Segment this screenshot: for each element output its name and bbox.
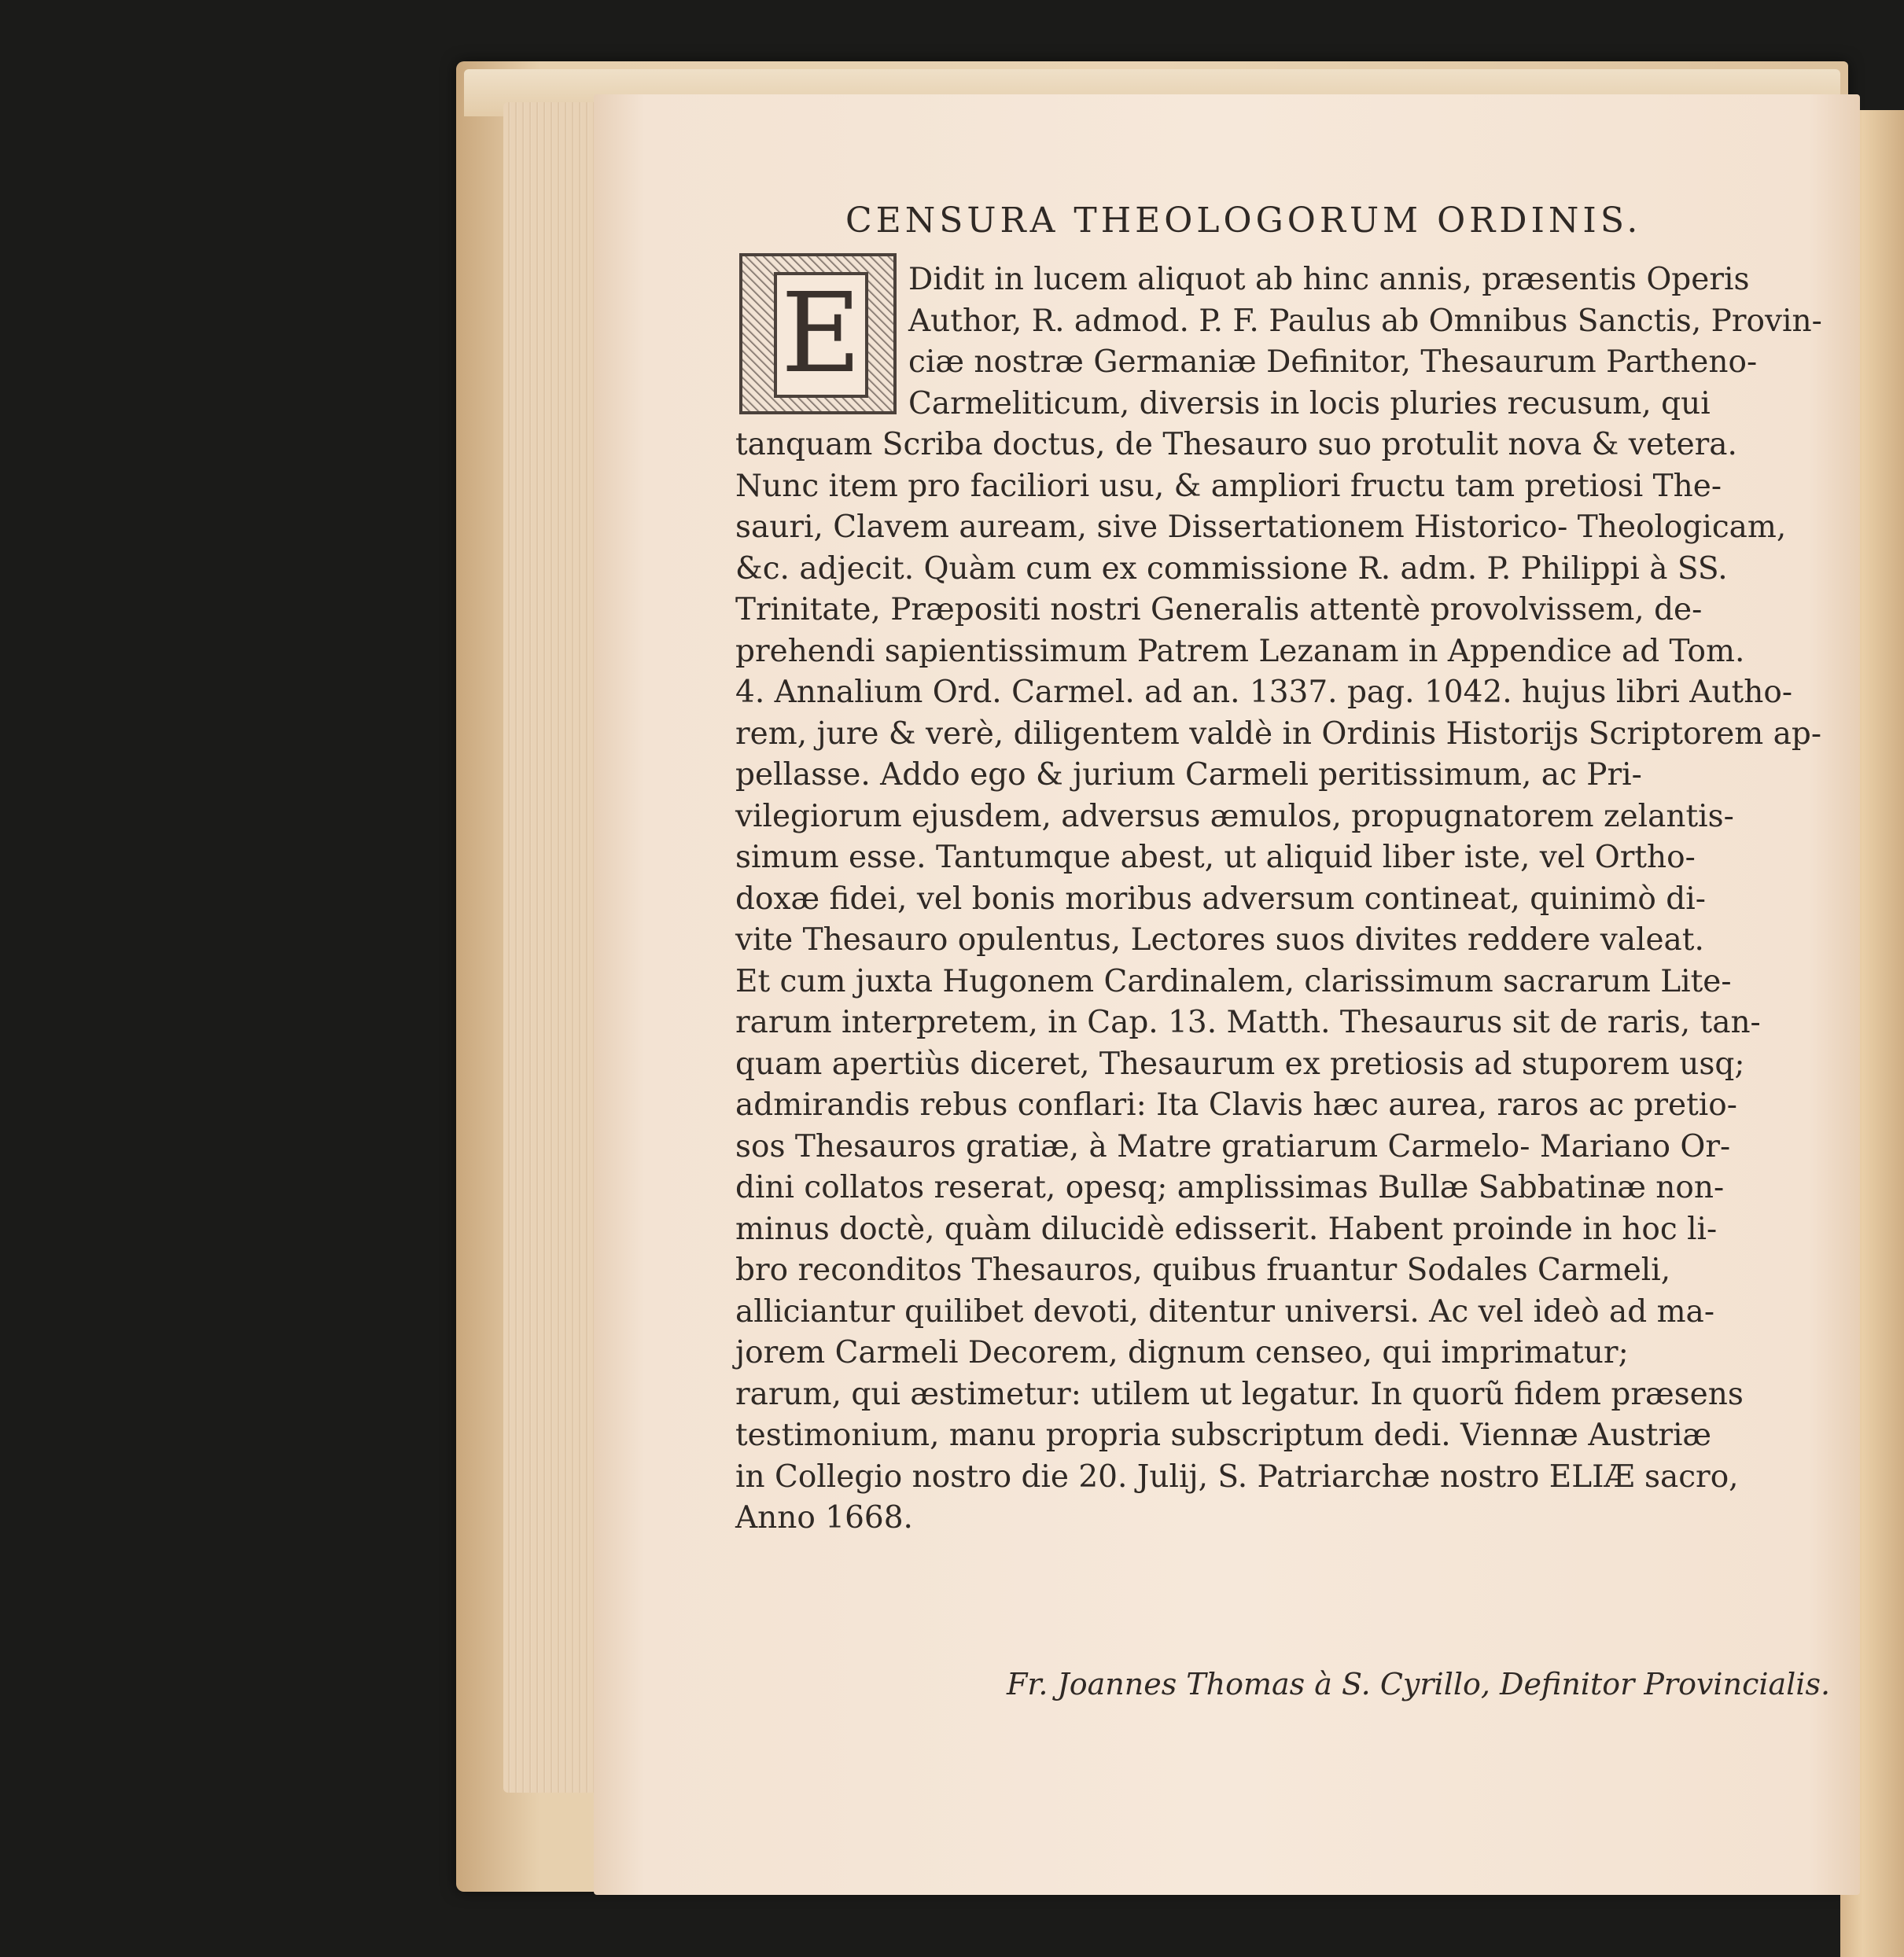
text-line: vite Thesauro opulentus, Lectores suos divites reddere valeat. xyxy=(735,922,1704,958)
text-line: in Collegio nostro die 20. Julij, S. Patriarchæ nostro ELIÆ sacro, xyxy=(735,1459,1739,1495)
text-line: testimonium, manu propria subscriptum dedi. Viennæ Austriæ xyxy=(735,1418,1712,1453)
signature-line: Fr. Joannes Thomas à S. Cyrillo, Definitor Provincialis. xyxy=(1007,1667,1831,1701)
decorated-initial xyxy=(739,253,897,414)
text-line: Et cum juxta Hugonem Cardinalem, clarissimum sacrarum Lite- xyxy=(735,963,1732,999)
text-line: rem, jure & verè, diligentem valdè in Ordinis Historijs Scriptorem ap- xyxy=(735,715,1822,752)
text-line: prehendi sapientissimum Patrem Lezanam in Appendice ad Tom. xyxy=(735,633,1745,669)
text-line: Didit in lucem aliquot ab hinc annis, præsentis Operis xyxy=(908,262,1750,297)
text-line: bro reconditos Thesauros, quibus fruantur Sodales Carmeli, xyxy=(735,1253,1671,1288)
text-line: sauri, Clavem auream, sive Dissertationem Historico- Theologicam, xyxy=(735,509,1787,545)
text-line: rarum, qui æstimetur: utilem ut legatur. In quorũ fidem præsens xyxy=(735,1376,1744,1412)
text-line: alliciantur quilibet devoti, ditentur universi. Ac vel ideò ad ma- xyxy=(735,1293,1714,1330)
text-line: jorem Carmeli Decorem, dignum censeo, qui imprimatur; xyxy=(735,1335,1629,1370)
text-line: rarum interpretem, in Cap. 13. Matth. Thesaurus sit de raris, tan- xyxy=(735,1005,1761,1040)
text-line: tanquam Scriba doctus, de Thesauro suo protulit nova & vetera. xyxy=(735,427,1737,462)
text-line: pellasse. Addo ego & jurium Carmeli peritissimum, ac Pri- xyxy=(735,757,1642,793)
text-line: Carmeliticum, diversis in locis pluries recusum, qui xyxy=(908,385,1711,421)
text-line: quam apertiùs diceret, Thesaurum ex pretiosis ad stuporem usq; xyxy=(735,1046,1745,1082)
initial-letter: E xyxy=(774,272,868,398)
text-line: 4. Annalium Ord. Carmel. ad an. 1337. pag. 1042. hujus libri Autho- xyxy=(735,675,1792,710)
text-line: &c. adjecit. Quàm cum ex commissione R. adm. P. Philippi à SS. xyxy=(735,550,1728,587)
text-line: vilegiorum ejusdem, adversus æmulos, propugnatorem zelantis- xyxy=(735,798,1734,834)
text-line: Author, R. admod. P. F. Paulus ab Omnibus Sanctis, Provin- xyxy=(908,303,1822,339)
page-stack-edges xyxy=(503,102,606,1793)
text-line: simum esse. Tantumque abest, ut aliquid liber iste, vel Ortho- xyxy=(735,840,1696,875)
text-line: Trinitate, Præpositi nostri Generalis attentè provolvissem, de- xyxy=(735,592,1703,627)
text-line: dini collatos reserat, opesq; amplissimas Bullæ Sabbatinæ non- xyxy=(735,1170,1725,1205)
text-line: Anno 1668. xyxy=(735,1500,913,1536)
text-line: sos Thesauros gratiæ, à Matre gratiarum Carmelo- Mariano Or- xyxy=(735,1128,1731,1164)
text-line: ciæ nostræ Germaniæ Definitor, Thesaurum Partheno- xyxy=(908,344,1758,380)
page-heading: CENSURA THEOLOGORUM ORDINIS. xyxy=(845,200,1642,241)
text-line: Nunc item pro faciliori usu, & ampliori fructu tam pretiosi The- xyxy=(735,468,1722,504)
text-line: minus doctè, quàm dilucidè edisserit. Habent proinde in hoc li- xyxy=(735,1211,1718,1247)
text-line: doxæ fidei, vel bonis moribus adversum contineat, quinimò di- xyxy=(735,881,1706,917)
text-line: admirandis rebus conflari: Ita Clavis hæc aurea, raros ac pretio- xyxy=(735,1087,1737,1123)
